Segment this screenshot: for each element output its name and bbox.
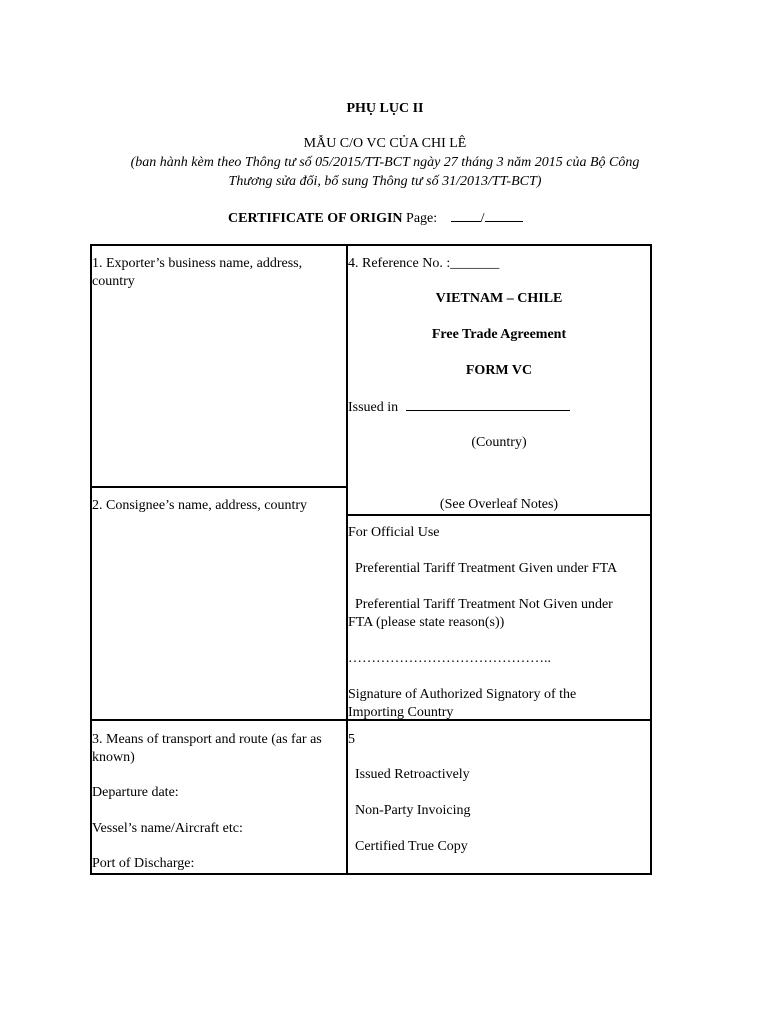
treatment-not-given-line2: FTA (please state reason(s)) <box>348 615 505 630</box>
page-separator: / <box>480 211 485 226</box>
non-party-invoicing-option[interactable]: Non-Party Invoicing <box>355 803 471 818</box>
signature-label-line1: Signature of Authorized Signatory of the <box>348 687 577 702</box>
certificate-header <box>228 209 523 227</box>
agreement-name: Free Trade Agreement <box>431 327 567 342</box>
divider-box4-official <box>346 514 652 516</box>
transport-label-line1: 3. Means of transport and route (as far as <box>92 732 322 747</box>
issued-in-row <box>348 398 570 417</box>
exporter-label-line2: country <box>92 274 135 289</box>
issuance-note-line2: Thương sửa đổi, bổ sung Thông tư số 31/2013/TT-BCT) <box>228 174 542 189</box>
page-label: Page: <box>406 211 438 226</box>
page-number-blank[interactable] <box>451 209 481 222</box>
reason-dotted-line[interactable]: …………………………………….. <box>348 651 551 666</box>
form-title: MẪU C/O VC CỦA CHI LÊ <box>303 136 467 151</box>
divider-box1-box2 <box>90 486 348 488</box>
table-border-right <box>650 244 652 875</box>
form-name: FORM VC <box>465 363 533 378</box>
table-border-left <box>90 244 92 875</box>
table-border-bottom <box>90 873 652 875</box>
official-use-title: For Official Use <box>348 525 440 540</box>
agreement-country-pair: VIETNAM – CHILE <box>435 291 563 306</box>
overleaf-notes: (See Overleaf Notes) <box>439 497 559 512</box>
departure-date-label: Departure date: <box>92 785 179 800</box>
treatment-not-given-option[interactable]: Preferential Tariff Treatment Not Given under <box>355 597 613 612</box>
issued-in-label: Issued in <box>348 400 399 415</box>
issued-retroactively-option[interactable]: Issued Retroactively <box>355 767 470 782</box>
transport-label-line2: known) <box>92 750 135 765</box>
treatment-given-option[interactable]: Preferential Tariff Treatment Given under FTA <box>355 561 618 576</box>
reference-number: 4. Reference No. :_______ <box>348 256 500 271</box>
table-border-top <box>90 244 652 246</box>
consignee-label: 2. Consignee’s name, address, country <box>92 498 308 513</box>
certificate-title: CERTIFICATE OF ORIGIN <box>228 211 403 226</box>
port-of-discharge-label: Port of Discharge: <box>92 856 195 871</box>
signature-label-line2: Importing Country <box>348 705 454 720</box>
appendix-title: PHỤ LỤC II <box>346 101 424 116</box>
box5-number: 5 <box>348 732 355 747</box>
issued-in-country-blank[interactable] <box>406 398 570 411</box>
certified-true-copy-option[interactable]: Certified True Copy <box>355 839 468 854</box>
page-total-blank[interactable] <box>485 209 523 222</box>
issuance-note-line1: (ban hành kèm theo Thông tư số 05/2015/TT-BCT ngày 27 tháng 3 năm 2015 của Bộ Công <box>130 155 640 170</box>
vessel-name-label: Vessel’s name/Aircraft etc: <box>92 821 243 836</box>
country-caption: (Country) <box>471 435 527 450</box>
exporter-label-line1: 1. Exporter’s business name, address, <box>92 256 303 271</box>
